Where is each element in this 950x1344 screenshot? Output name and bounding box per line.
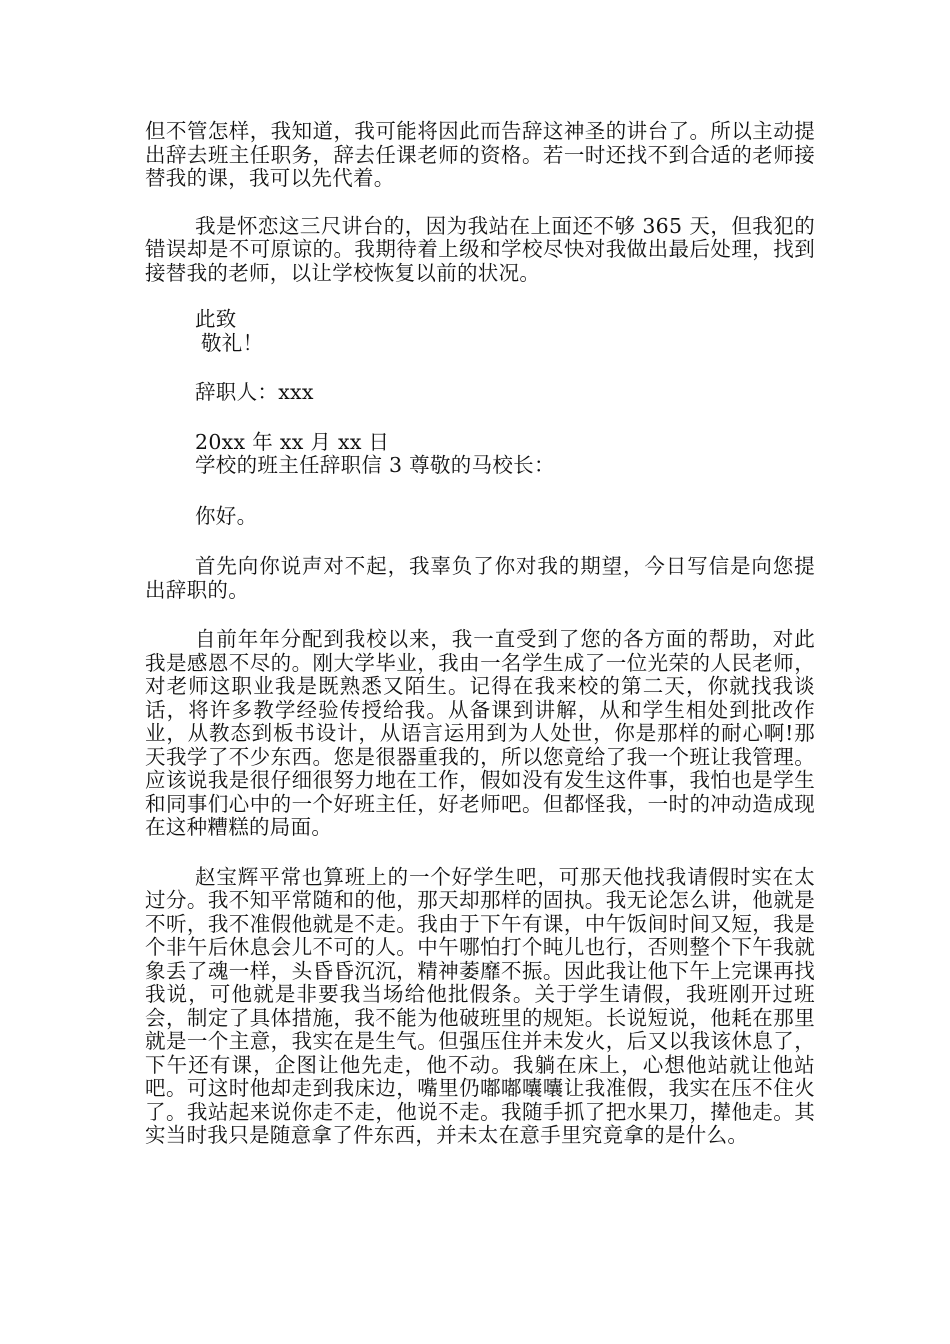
paragraph-podium: 我是怀恋这三尺讲台的，因为我站在上面还不够 365 天，但我犯的错误却是不可原谅的。我期待着上级和学校尽快对我做出最后处理，找到接替我的老师，以让学校恢复以前的状况。 xyxy=(145,213,815,285)
closing-salutation: 此致 xyxy=(195,307,237,331)
date-line: 20xx 年 xx 月 xx 日 xyxy=(195,429,390,454)
greeting-line: 你好。 xyxy=(195,503,258,528)
document-body xyxy=(145,120,815,1148)
paragraph-apology: 首先向你说声对不起，我辜负了你对我的期望，今日写信是向您提出辞职的。 xyxy=(145,554,815,602)
paragraph-gratitude: 自前年年分配到我校以来，我一直受到了您的各方面的帮助，对此我是感恩不尽的。刚大学毕业，我由一名学生成了一位光荣的人民老师，对老师这职业我是既熟悉又陌生。记得在我来校的第二天，你就找我谈话，将许多教学经验传授给我。从备课到讲解，从和学生相处到批改作业，从教态到板书设计，从语言运用到为人处世，你是那样的耐心啊!那天我学了不少东西。您是很器重我的，所以您竟给了我一个班让我管理。应该说我是很仔细很努力地在工作，假如没有发生这件事，我怕也是学生和同事们心中的一个好班主任，好老师吧。但都怪我，一时的冲动造成现在这种糟糕的局面。 xyxy=(145,627,815,839)
paragraph-resignation-intent: 但不管怎样，我知道，我可能将因此而告辞这神圣的讲台了。所以主动提出辞去班主任职务，辞去任课老师的资格。若一时还找不到合适的老师接替我的课，我可以先代着。 xyxy=(145,119,815,190)
closing-regards: 敬礼！ xyxy=(201,330,264,355)
signer-line: 辞职人：xxx xyxy=(195,380,314,404)
paragraph-incident: 赵宝辉平常也算班上的一个好学生吧，可那天他找我请假时实在太过分。我不知平常随和的他，那天却那样的固执。我无论怎么讲，他就是不听，我不准假他就是不走。我由于下午有课，中午饭间时间又短，我是个非午后休息会儿不可的人。中午哪怕打个盹儿也行，否则整个下午我就象丢了魂一样，头昏昏沉沉，精神萎靡不振。因此我让他下午上完课再找我说，可他就是非要我当场给他批假条。关于学生请假，我班刚开过班会，制定了具体措施，我不能为他破班里的规矩。长说短说，他耗在那里就是一个主意，我实在是生气。但强压住并未发火，后又以我该休息了，下午还有课，企图让他先走，他不动。我躺在床上，心想他站就让他站吧。可这时他却走到我床边，嘴里仍嘟嘟囔囔让我准假，我实在压不住火了。我站起来说你走不走，他说不走。我随手抓了把水果刀，撵他走。其实当时我只是随意拿了件东西，并未太在意手里究竟拿的是什么。 xyxy=(145,864,815,1147)
letter-heading: 学校的班主任辞职信 3 尊敬的马校长： xyxy=(195,453,555,477)
